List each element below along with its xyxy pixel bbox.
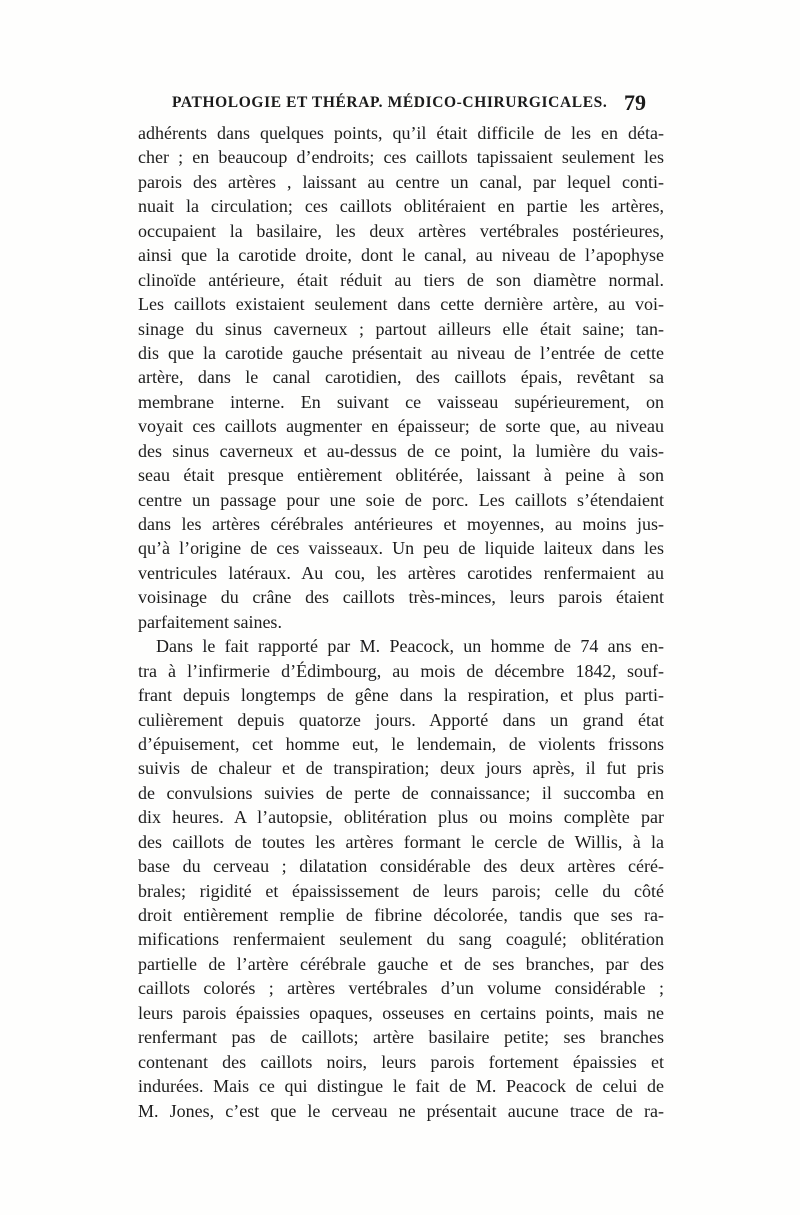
- text-line: voisinage du crâne des caillots très-minces, leurs parois étaient: [138, 587, 664, 608]
- text-line: des sinus caverneux et au-dessus de ce point, la lumière du vais-: [138, 440, 664, 461]
- text-line: partielle de l’artère cérébrale gauche et de ses branches, par des: [138, 953, 664, 974]
- text-line: dis que la carotide gauche présentait au niveau de l’entrée de cette: [138, 342, 664, 363]
- text-line: parois des artères , laissant au centre un canal, par lequel conti-: [138, 171, 664, 192]
- page-number: 79: [624, 90, 646, 115]
- text-line: de convulsions suivies de perte de connaissance; il succomba en: [138, 782, 664, 803]
- text-line: seau était presque entièrement oblitérée, laissant à peine à son: [138, 465, 664, 486]
- text-line: d’épuisement, cet homme eut, le lendemain, de violents frissons: [138, 733, 664, 754]
- text-line: clinoïde antérieure, était réduit au tiers de son diamètre normal.: [138, 269, 664, 290]
- text-line: voyait ces caillots augmenter en épaisseur; de sorte que, au niveau: [138, 416, 664, 437]
- text-line: indurées. Mais ce qui distingue le fait de M. Peacock de celui de: [138, 1076, 664, 1097]
- text-line: ainsi que la carotide droite, dont le canal, au niveau de l’apophyse: [138, 245, 664, 266]
- body-text: [138, 121, 664, 1123]
- text-line: dans les artères cérébrales antérieures et moyennes, au moins jus-: [138, 514, 664, 534]
- text-line: membrane interne. En suivant ce vaisseau supérieurement, on: [138, 391, 664, 412]
- running-title: PATHOLOGIE ET THÉRAP. MÉDICO-CHIRURGICALES.: [172, 94, 608, 111]
- text-line: centre un passage pour une soie de porc. Les caillots s’étendaient: [138, 489, 664, 510]
- text-line: occupaient la basilaire, les deux artères vertébrales postérieures,: [138, 220, 664, 241]
- text-line: sinage du sinus caverneux ; partout ailleurs elle était saine; tan-: [138, 318, 664, 339]
- paragraph-end-line: parfaitement saines.: [138, 611, 282, 632]
- text-line: qu’à l’origine de ces vaisseaux. Un peu de liquide laiteux dans les: [138, 538, 664, 559]
- page-header: [130, 90, 660, 124]
- text-line: droit entièrement remplie de fibrine décolorée, tandis que ses ra-: [138, 905, 664, 925]
- text-line: mifications renfermaient seulement du sang coagulé; oblitération: [138, 929, 664, 950]
- text-line: cher ; en beaucoup d’endroits; ces caillots tapissaient seulement les: [138, 147, 664, 168]
- text-line: ventricules latéraux. Au cou, les artères carotides renfermaient au: [138, 562, 664, 583]
- text-line: contenant des caillots noirs, leurs parois fortement épaissies et: [138, 1051, 664, 1072]
- text-line: base du cerveau ; dilatation considérable des deux artères céré-: [138, 856, 664, 877]
- text-line: M. Jones, c’est que le cerveau ne présentait aucune trace de ra-: [138, 1100, 664, 1121]
- text-line: des caillots de toutes les artères formant le cercle de Willis, à la: [138, 831, 664, 852]
- text-line: brales; rigidité et épaississement de leurs parois; celle du côté: [138, 880, 664, 901]
- text-line: nuait la circulation; ces caillots oblitéraient en partie les artères,: [138, 196, 664, 217]
- text-line: tra à l’infirmerie d’Édimbourg, au mois de décembre 1842, souf-: [138, 660, 664, 681]
- paragraph-start-line: Dans le fait rapporté par M. Peacock, un homme de 74 ans en-: [156, 636, 664, 657]
- text-line: suivis de chaleur et de transpiration; deux jours après, il fut pris: [138, 758, 664, 779]
- text-line: leurs parois épaissies opaques, osseuses en certains points, mais ne: [138, 1002, 664, 1023]
- text-line: adhérents dans quelques points, qu’il était difficile de les en déta-: [138, 123, 664, 143]
- text-line: caillots colorés ; artères vertébrales d’un volume considérable ;: [138, 978, 664, 999]
- text-line: frant depuis longtemps de gêne dans la respiration, et plus parti-: [138, 685, 664, 706]
- text-line: artère, dans le canal carotidien, des caillots épais, revêtant sa: [138, 367, 664, 388]
- text-line: culièrement depuis quatorze jours. Apporté dans un grand état: [138, 709, 664, 730]
- text-line: renfermant pas de caillots; artère basilaire petite; ses branches: [138, 1027, 664, 1048]
- text-line: Les caillots existaient seulement dans cette dernière artère, au voi-: [138, 294, 664, 315]
- text-line: dix heures. A l’autopsie, oblitération plus ou moins complète par: [138, 807, 664, 828]
